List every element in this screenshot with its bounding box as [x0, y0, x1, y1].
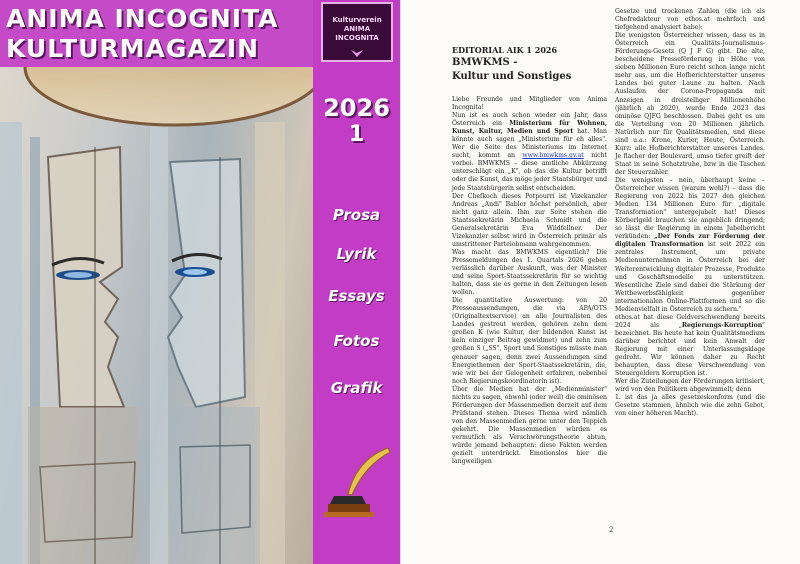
editorial-kicker: EDITORIAL AIK 1 2026: [452, 45, 558, 55]
article-column-right: [615, 8, 765, 418]
issue-year: 2026: [323, 94, 390, 122]
text-run: Die wenigsten – nein, überhaupt keine – Österreicher wissen (warum wohl?) – dass die Regierung von 2022 bis 2027 den gleichen Medien 134 Millionen Euro für „digitale Transformation" untergejubelt hat! Dieses Körberlgeld brauchen sie angeblich dringend; so lässt die Regierung in einem Jubelbericht verkünden:: [615, 176, 765, 241]
bold-run: „Der Fonds zur Förderung der digitalen Transformation: [615, 233, 765, 249]
text-run: ethos.at hat diese Geldverschwendung bereits 2024 als „: [615, 313, 765, 329]
ministry-link[interactable]: www.bmwkms.gv.at: [522, 152, 584, 160]
text-run: nicht vorbei. BMWKMS – diese amtliche Abkürzung unterschlägt ein „K", ob das die Kultur betrifft oder die Kunst, das möge jeder Staatsbürger und jede Staatsbürgerin selbst entscheiden.: [452, 152, 607, 192]
page-number: 2: [609, 526, 614, 534]
editorial-page: [400, 0, 800, 564]
article-subtitle: Kultur und Sonstiges: [452, 71, 572, 82]
logo-text-line2: ANIMA: [343, 25, 371, 33]
text-run: " bezeichnet. Bis heute hat kein Qualitätsmedium darüber berichtet und kein Anwalt der Regierung mit einer Unterlassungsklage gedroht. Wir können daher zu Recht behaupten, dass diese Verschwendung von Steuergeldern Korruption ist.: [615, 321, 765, 378]
paragraph: [452, 112, 607, 192]
quill-inkwell-icon: [318, 446, 396, 518]
paragraph: Die quantitative Auswertung: von 20 Presseaussendungen, die via APA/OTS (Originaltextservice) an alle Journalisten des Landes gestreut werden, gehören zehn dem großen K (wie Kultur, der bildenden Kunst ist kein einziger Beitrag gewidmet) und zehn zum großen S („SS", Sport und Sonstiges müsste man genauer sagen, denn zwei Aussendungen sind Energiethemen der Sport-Staatssekretärin, die, wie wir bei der Gelegenheit erfahren, nebenbei noch Regierungskoordinatorin ist).: [452, 297, 607, 385]
magazine-title-line1: ANIMA INCOGNITA: [6, 4, 279, 33]
paragraph: 1. ist das ja alles gesetzeskonform (und die Gesetze stammen, ähnlich wie die zehn Gebot, von einer höheren Macht).: [615, 394, 765, 418]
logo-text-line1: Kulturverein: [332, 16, 382, 24]
abstract-faces-painting: [0, 67, 313, 564]
paragraph: Was macht das BMWKMS eigentlich? Die Pressemeldungen des 1. Quartals 2026 geben verlässlich darüber Auskunft, was der Minister und seine Sport-Staatssekretärin für so wichtig halten, dass sie es gerne in den Zeitungen lesen wollen.: [452, 248, 607, 297]
article-column-left: [452, 96, 607, 466]
text-run: ist seit 2022 ein zentrales Instrument, um private Medienunternehmen in Österreich bei der Weiterentwicklung digitaler Prozesse, Produkte und Geschäftsmodelle zu unterstützen. Wesentliche Ziele sind dabei die Stärkung der Wettbewerbsfähigkeit gegenüber internationalen Online-Plattformen und so die Medienvielfalt in Österreich zu sichern.": [615, 241, 765, 313]
magazine-title-line2: KULTURMAGAZIN: [6, 34, 260, 63]
category-grafik: Grafik: [330, 379, 383, 397]
paragraph: [615, 177, 765, 314]
kulturverein-logo: [321, 2, 393, 62]
bold-run: Regierungs-Korruption: [681, 321, 763, 329]
paragraph: [615, 314, 765, 378]
bold-run: Ministerium für Wohnen, Kunst, Kultur, Medien und Sport: [452, 120, 607, 136]
paragraph: Über die Medien hat der „Medienminister" nichts zu sagen, obwohl (oder weil) die ominösen Förderungen der Massenmedien derzeit auf dem Prüfstand stehen. Dieses Thema wird nämlich von den Massenmedien gerne unter den Teppich gekehrt. Die Massenmedien würden es vermutlich als Verschwörungstheorie abtun, würde jemand behaupten: diese Fakten werden gezielt unterdrückt. Emotionslos hier die langweiligen: [452, 385, 607, 466]
category-essays: Essays: [328, 287, 385, 305]
issue-number: 1: [348, 122, 365, 147]
paragraph: Liebe Freunde und Mitglieder von Anima Incognita!: [452, 96, 607, 112]
article-title: BMWKMS -: [452, 57, 518, 68]
logo-wing-icon: [350, 48, 364, 58]
category-lyrik: Lyrik: [336, 245, 377, 263]
paragraph: Gesetze und trockenen Zahlen (die ich als Chefredakteur von ethos.at mehrfach und tiefgehend analysiert habe):: [615, 8, 765, 32]
paragraph: Der Chefkoch dieses Potpourri ist Vizekanzler Andreas „Andi" Babler höchst persönlich, aber nicht ganz allein. Ihm zur Seite stehen die Staatssekretärin Michaela Schmidt und die Generalsekretärin Eva Wildfellner. Der Vizekanzler selbst wird in Österreich primär als umstrittener Parteiobmann wahrgenommen.: [452, 192, 607, 248]
text-run: Nun ist es auch schon wieder ein Jahr, dass Österreich ein: [452, 112, 607, 128]
category-prosa: Prosa: [332, 206, 381, 224]
text-run: hat. Man könnte auch sagen „Ministerium für eh alles". Wer die Seite des Ministeriums im Internet sucht, kommt an: [452, 128, 607, 160]
logo-text-line3: INCOGNITA: [335, 34, 379, 42]
cover-title-banner: [0, 0, 313, 67]
cover-artwork: [0, 67, 313, 564]
paragraph: Die wenigsten Österreicher wissen, dass es in Österreich ein Qualitäts-Journalismus-Förderungs-Gesetz (Q J F G) gibt. Die alte, bescheidene Presseförderung in Höhe von sieben Millionen Euro reicht schon lange nicht mehr aus, um die Hofberichterstatter unseres Landes bei guter Laune zu halten. Nach Auslaufen der Corona-Propaganda mit Anzeigen in dreistelliger Millionenhöhe (jährlich ab 2020), wurde Ende 2023 das ominöse QJFG beschlossen. Dabei geht es um die Verteilung von 20 Millionen jährlich. Natürlich nur für Qualitätsmedien, und diese sind u.a.: Krone, Kurier, Heute, Österreich. Kurz: alle Hofberichterstatter unseres Landes. Je flacher der Boulevard, umso tiefer greift der Staat in seine Schatztruhe, bzw in die Taschen der Steuerzahler.: [615, 32, 765, 176]
paragraph: Wer die Zuteilungen der Förderungen kritisiert, wird von den Politikern abgewimmelt; denn: [615, 378, 765, 394]
category-fotos: Fotos: [333, 332, 380, 350]
